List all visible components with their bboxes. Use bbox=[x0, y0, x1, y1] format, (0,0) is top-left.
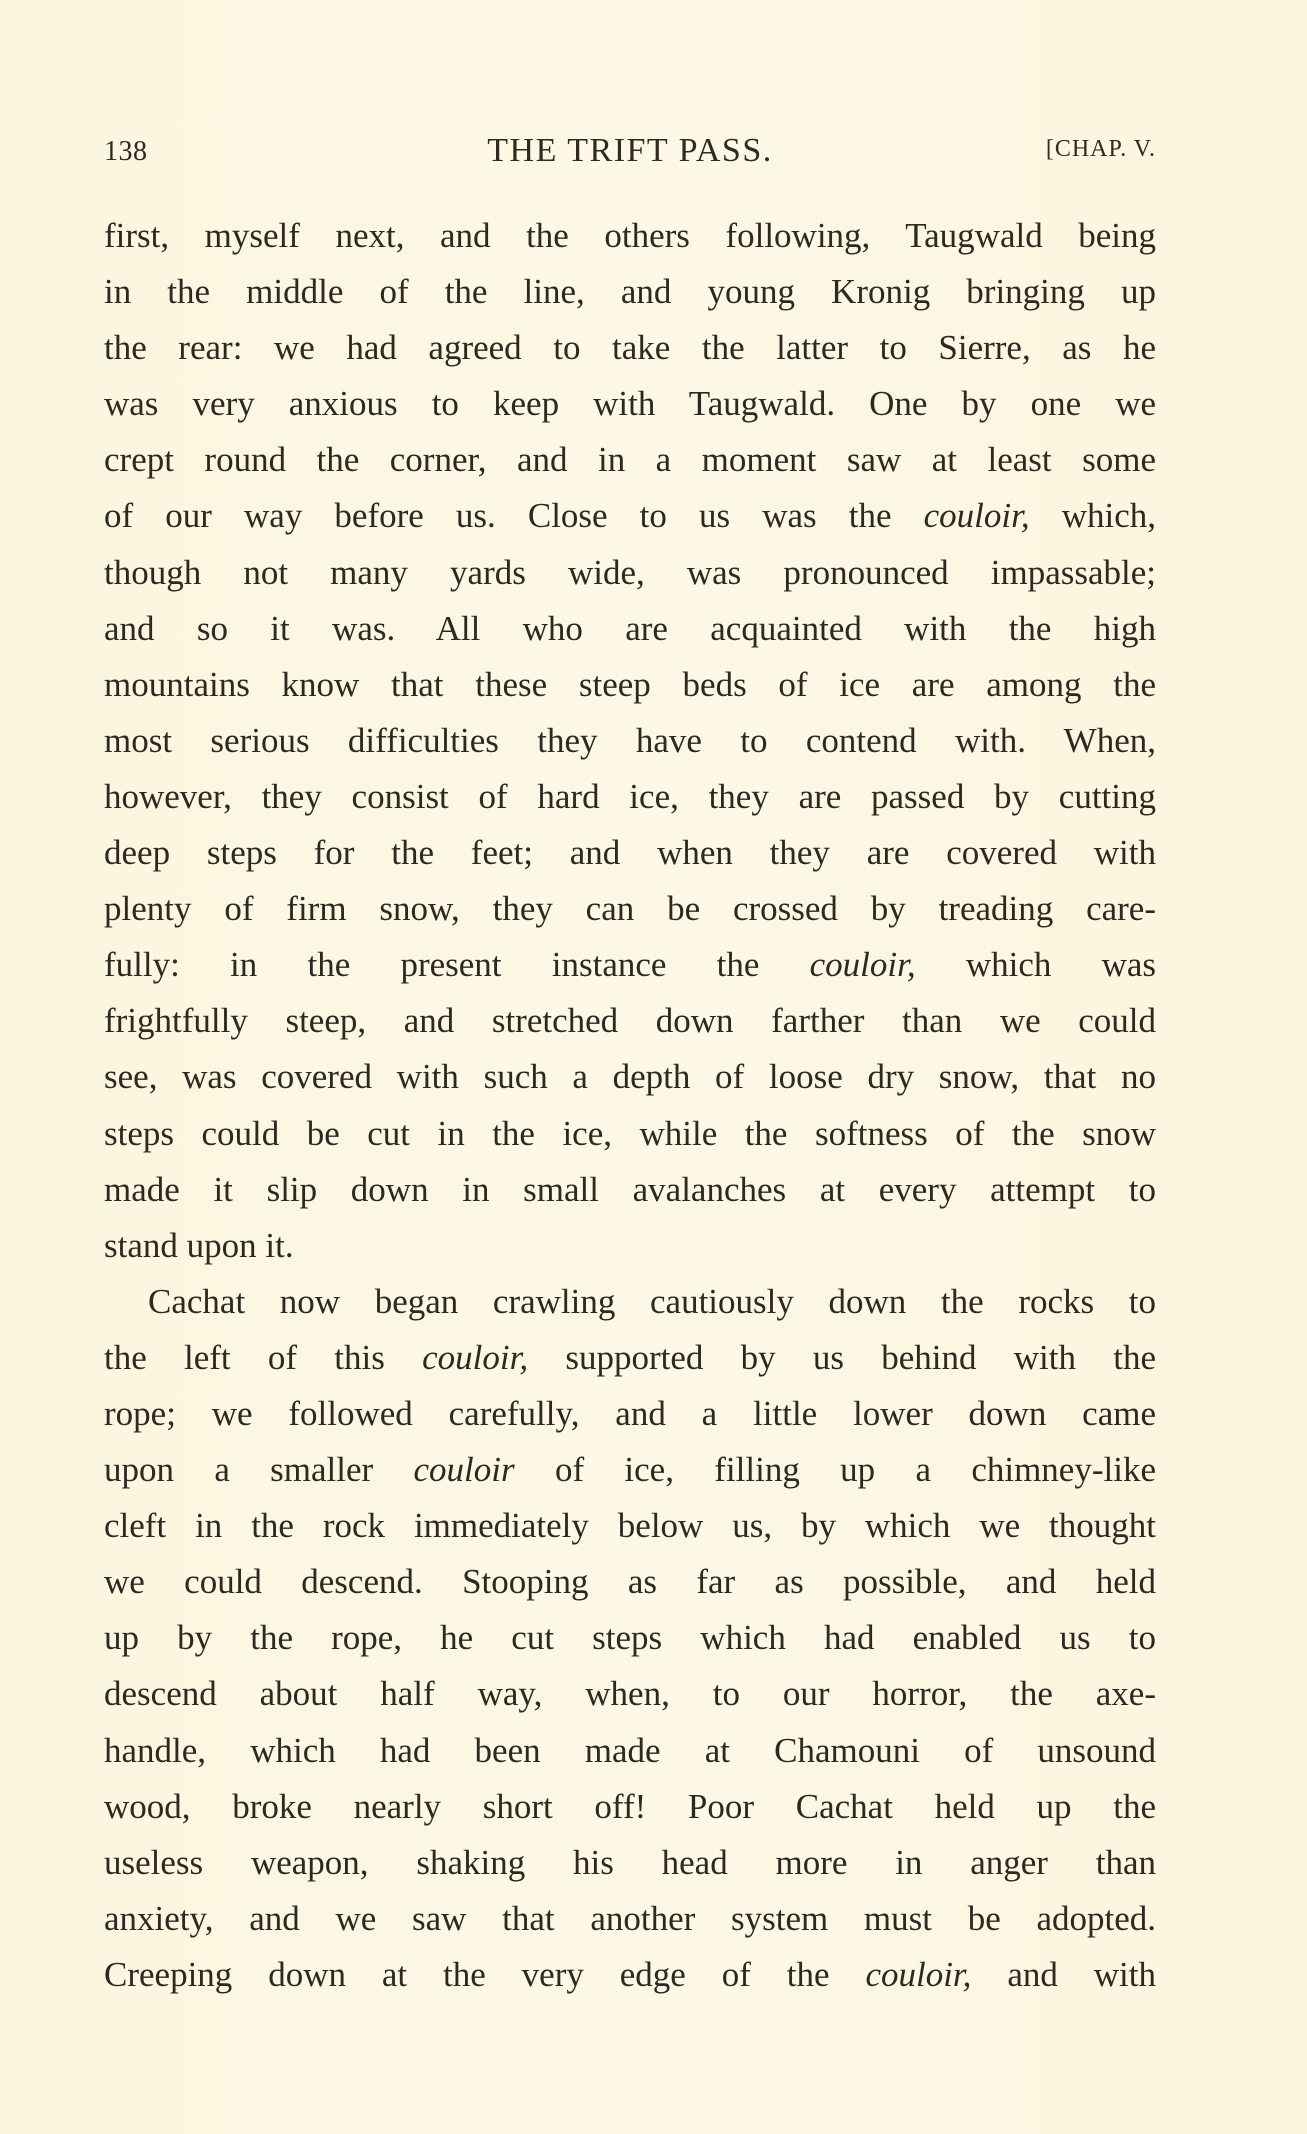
line-text-after: supported by us behind with the bbox=[528, 1337, 1156, 1377]
text-line: anxiety, and we saw that another system must be adopted. bbox=[104, 1898, 1156, 1938]
text-line: plenty of firm snow, they can be crossed by treading care- bbox=[104, 889, 1156, 929]
line-text-after: and with bbox=[971, 1954, 1156, 1994]
italic-term: couloir, bbox=[422, 1337, 529, 1377]
italic-term: couloir bbox=[413, 1450, 515, 1490]
text-line: wood, broke nearly short off! Poor Cachat held up the bbox=[104, 1786, 1156, 1826]
text-line: rope; we followed carefully, and a little lower down came bbox=[104, 1393, 1156, 1433]
text-line bbox=[104, 1442, 1156, 1498]
text-line: the rear: we had agreed to take the latter to Sierre, as he bbox=[104, 328, 1156, 368]
text-line bbox=[104, 1947, 1156, 2003]
line-text-after: of ice, filling up a chimney-like bbox=[514, 1450, 1156, 1490]
body-text bbox=[104, 208, 1156, 2003]
text-line: descend about half way, when, to our horror, the axe- bbox=[104, 1674, 1156, 1714]
text-line: and so it was. All who are acquainted with the high bbox=[104, 608, 1156, 648]
chapter-reference: [CHAP. V. bbox=[1045, 136, 1156, 162]
text-line: frightfully steep, and stretched down farther than we could bbox=[104, 1001, 1156, 1041]
line-text-after: which, bbox=[1029, 496, 1156, 536]
italic-term: couloir, bbox=[809, 945, 916, 985]
running-title: THE TRIFT PASS. bbox=[487, 132, 773, 169]
text-line: made it slip down in small avalanches at every attempt to bbox=[104, 1169, 1156, 1209]
paragraph-1 bbox=[104, 208, 1156, 1274]
line-text-before: fully: in the present instance the bbox=[104, 945, 810, 985]
text-line: useless weapon, shaking his head more in anger than bbox=[104, 1842, 1156, 1882]
text-line: first, myself next, and the others following, Taugwald being bbox=[104, 216, 1156, 255]
page-number: 138 bbox=[104, 136, 148, 167]
line-text-before: Creeping down at the very edge of the bbox=[104, 1954, 866, 1994]
italic-term: couloir, bbox=[923, 496, 1030, 536]
text-line: however, they consist of hard ice, they are passed by cutting bbox=[104, 776, 1156, 816]
text-line: deep steps for the feet; and when they are covered with bbox=[104, 833, 1156, 873]
text-line bbox=[104, 488, 1156, 544]
text-line: Cachat now began crawling cautiously down the rocks to bbox=[148, 1281, 1156, 1321]
text-line bbox=[104, 937, 1156, 993]
paragraph-2 bbox=[104, 1274, 1156, 2003]
text-line: was very anxious to keep with Taugwald. One by one we bbox=[104, 384, 1156, 424]
text-line: steps could be cut in the ice, while the softness of the snow bbox=[104, 1113, 1156, 1153]
line-text-after: which was bbox=[915, 945, 1156, 985]
line-text-before: upon a smaller bbox=[104, 1450, 414, 1490]
text-line: stand upon it. bbox=[104, 1225, 294, 1265]
page-header bbox=[104, 132, 1156, 172]
text-line: up by the rope, he cut steps which had enabled us to bbox=[104, 1618, 1156, 1658]
text-line: see, was covered with such a depth of loose dry snow, that no bbox=[104, 1057, 1156, 1097]
italic-term: couloir, bbox=[865, 1954, 972, 1994]
text-line bbox=[104, 1330, 1156, 1386]
line-text-before: the left of this bbox=[104, 1337, 423, 1377]
text-line: though not many yards wide, was pronounced impassable; bbox=[104, 552, 1156, 592]
text-line: handle, which had been made at Chamouni of unsound bbox=[104, 1730, 1156, 1770]
text-line: we could descend. Stooping as far as possible, and held bbox=[104, 1562, 1156, 1602]
text-line: in the middle of the line, and young Kronig bringing up bbox=[104, 272, 1156, 312]
text-line: crept round the corner, and in a moment saw at least some bbox=[104, 440, 1156, 480]
text-line: most serious difficulties they have to contend with. When, bbox=[104, 720, 1156, 760]
line-text-before: of our way before us. Close to us was the bbox=[104, 496, 924, 536]
text-line: mountains know that these steep beds of ice are among the bbox=[104, 664, 1156, 704]
text-line: cleft in the rock immediately below us, by which we thought bbox=[104, 1506, 1156, 1546]
